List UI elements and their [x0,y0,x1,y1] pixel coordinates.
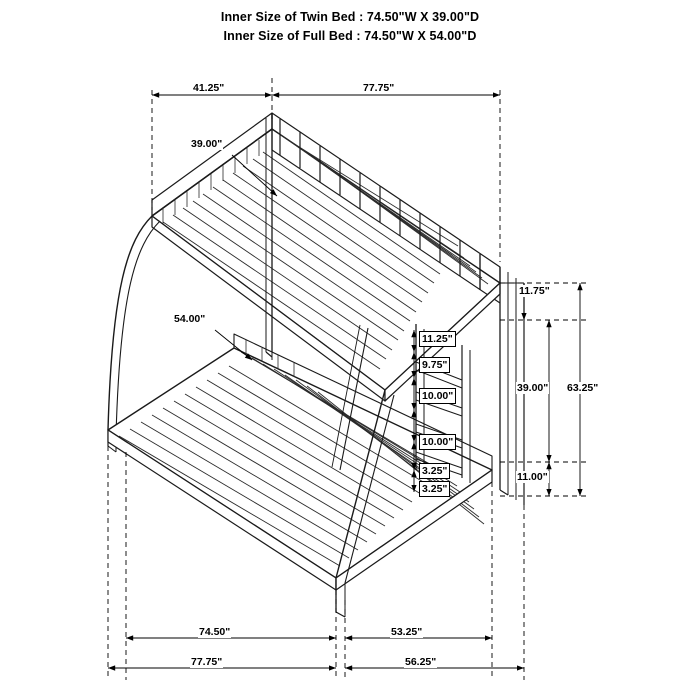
dim-label-ladder-step-4: 10.00" [419,434,456,450]
title-line-twin: Inner Size of Twin Bed : 74.50"W X 39.00"D [220,10,480,24]
dim-label-mid-height: 39.00" [517,382,549,394]
dim-label-ladder-step-5: 3.25" [419,463,450,479]
dim-label-ladder-step-1: 11.25" [419,331,456,347]
bed-body [108,113,524,617]
dim-label-bottom-left-inner: 74.50" [199,626,231,638]
dim-label-full-depth: 54.00" [174,313,206,325]
dim-label-lower-height: 11.00" [517,471,548,483]
dim-label-bottom-right-outer: 56.25" [405,656,437,668]
dim-label-top-right: 77.75" [363,82,395,94]
dim-label-top-left: 41.25" [193,82,225,94]
dim-label-total-height: 63.25" [567,382,599,394]
dim-label-bottom-right-inner: 53.25" [391,626,423,638]
dim-label-ladder-step-6: 3.25" [419,481,450,497]
dim-label-ladder-step-2: 9.75" [419,357,450,373]
title-line-full: Inner Size of Full Bed : 74.50"W X 54.00"D [223,29,477,43]
dim-label-bottom-left-outer: 77.75" [191,656,223,668]
dim-label-twin-depth: 39.00" [191,138,223,150]
dim-label-ladder-step-3: 10.00" [419,388,456,404]
dim-label-right-upper-gap: 11.75" [519,285,550,297]
